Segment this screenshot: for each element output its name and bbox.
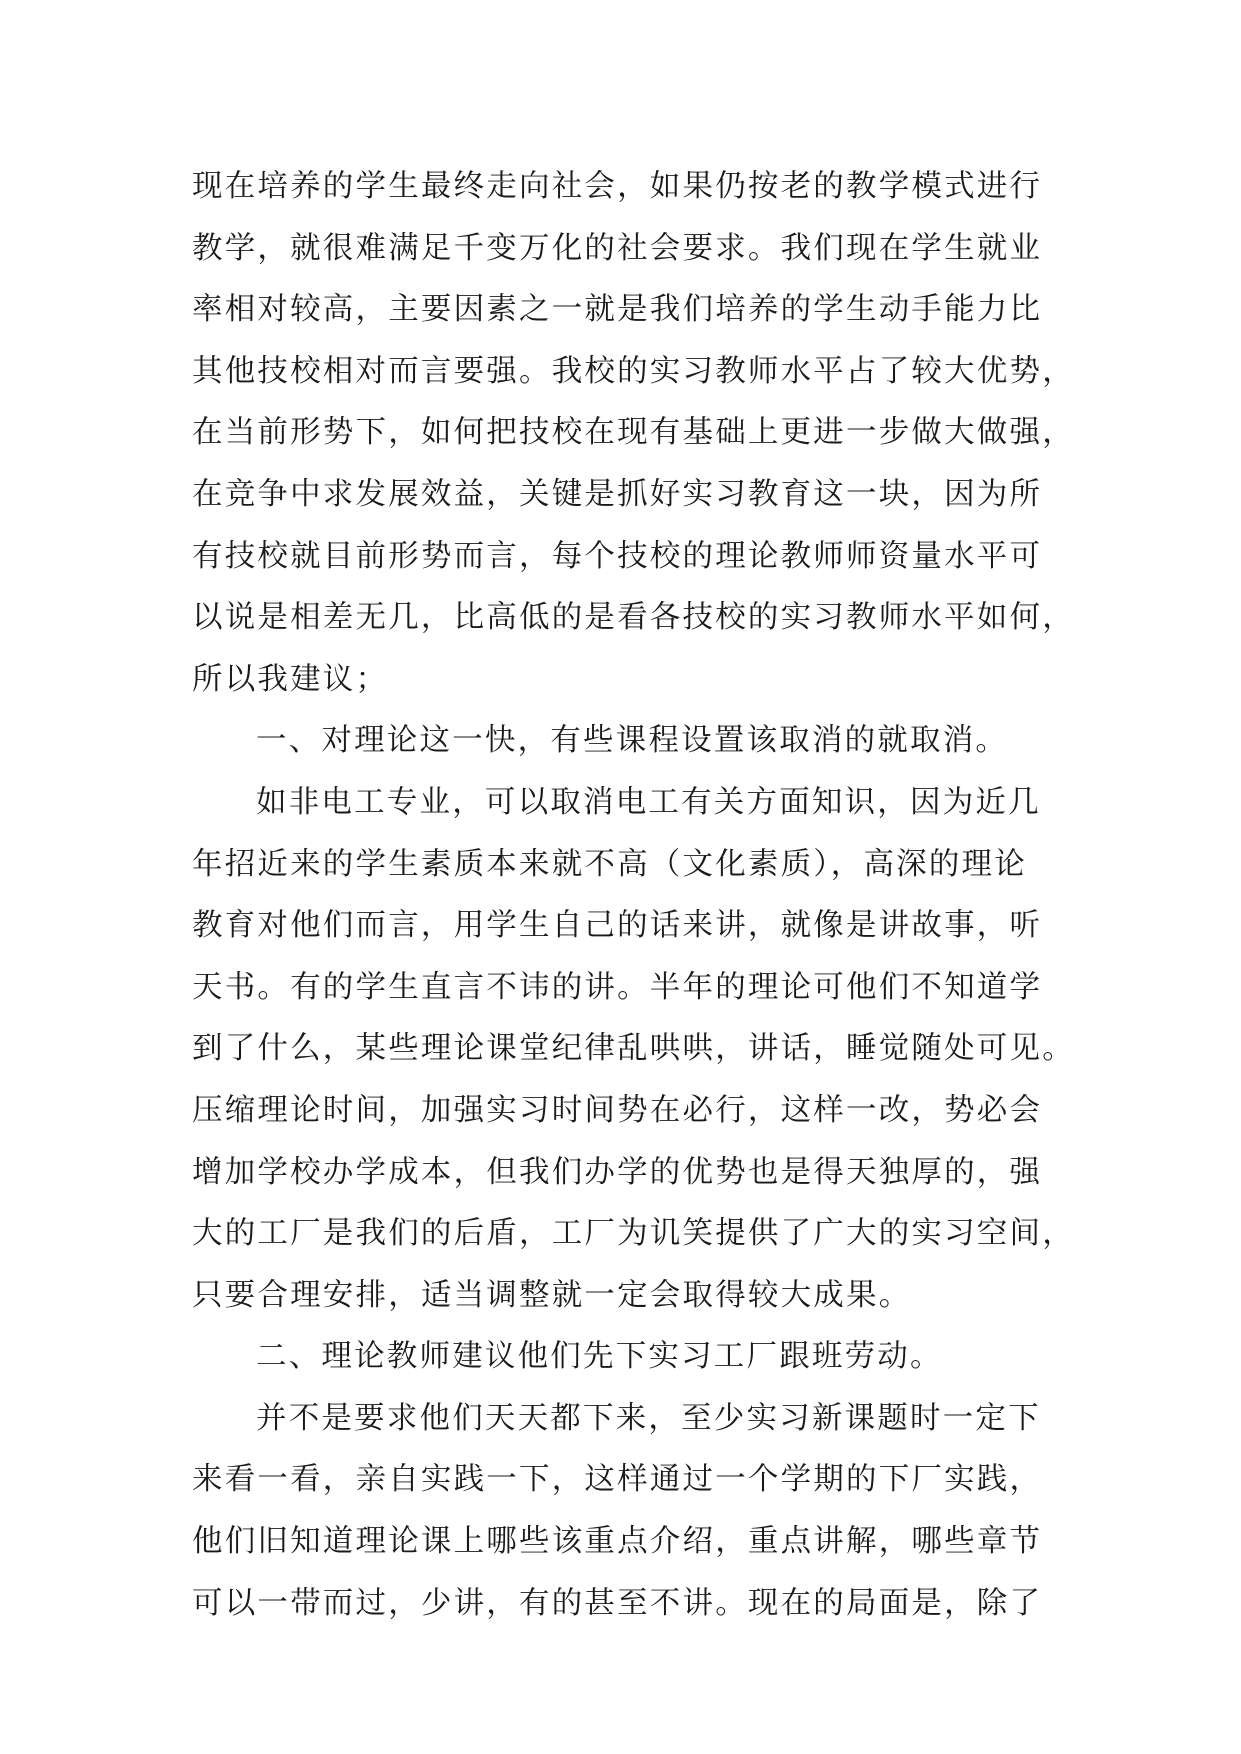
text-line: 教育对他们而言，用学生自己的话来讲，就像是讲故事，听 [192,908,1043,944]
text-line: 在竞争中求发展效益，关键是抓好实习教育这一块，因为所 [192,476,1043,512]
section-heading-2: 二、理论教师建议他们先下实习工厂跟班劳动。 [256,1339,943,1375]
text-line: 现在培养的学生最终走向社会，如果仍按老的教学模式进行 [192,169,1043,204]
section-heading-1: 一、对理论这一快，有些课程设置该取消的就取消。 [256,723,1009,759]
text-line: 大的工厂是我们的后盾，工厂为讥笑提供了广大的实习空间， [192,1216,1075,1252]
text-line: 所以我建议； [192,661,389,697]
text-line: 年招近来的学生素质本来就不高（文化素质），高深的理论 [192,846,1027,882]
body-text [192,156,1075,1634]
text-line: 其他技校相对而言要强。我校的实习教师水平占了较大优势， [192,353,1075,389]
text-line: 他们旧知道理论课上哪些该重点介绍，重点讲解，哪些章节 [192,1524,1043,1560]
paragraph-start: 并不是要求他们天天都下来，至少实习新课题时一定下 [256,1400,1041,1436]
text-line: 教学，就很难满足千变万化的社会要求。我们现在学生就业 [192,230,1043,266]
text-line: 以说是相差无几，比高低的是看各技校的实习教师水平如何， [192,600,1075,636]
text-line: 压缩理论时间，加强实习时间势在必行，这样一改，势必会 [192,1092,1043,1128]
text-line: 率相对较高，主要因素之一就是我们培养的学生动手能力比 [192,292,1043,328]
text-line: 来看一看，亲自实践一下，这样通过一个学期的下厂实践， [192,1462,1043,1498]
paragraph-start: 如非电工专业，可以取消电工有关方面知识，因为近几 [256,784,1041,820]
text-line: 有技校就目前形势而言，每个技校的理论教师师资量水平可 [192,538,1043,574]
text-line: 增加学校办学成本，但我们办学的优势也是得天独厚的，强 [192,1154,1043,1190]
text-line: 到了什么，某些理论课堂纪律乱哄哄，讲话，睡觉随处可见。 [192,1031,1075,1067]
text-line: 可以一带而过，少讲，有的甚至不讲。现在的局面是，除了 [192,1585,1043,1621]
text-line: 只要合理安排，适当调整就一定会取得较大成果。 [192,1277,912,1313]
text-line: 天书。有的学生直言不讳的讲。半年的理论可他们不知道学 [192,969,1043,1005]
text-line: 在当前形势下，如何把技校在现有基础上更进一步做大做强， [192,415,1075,451]
